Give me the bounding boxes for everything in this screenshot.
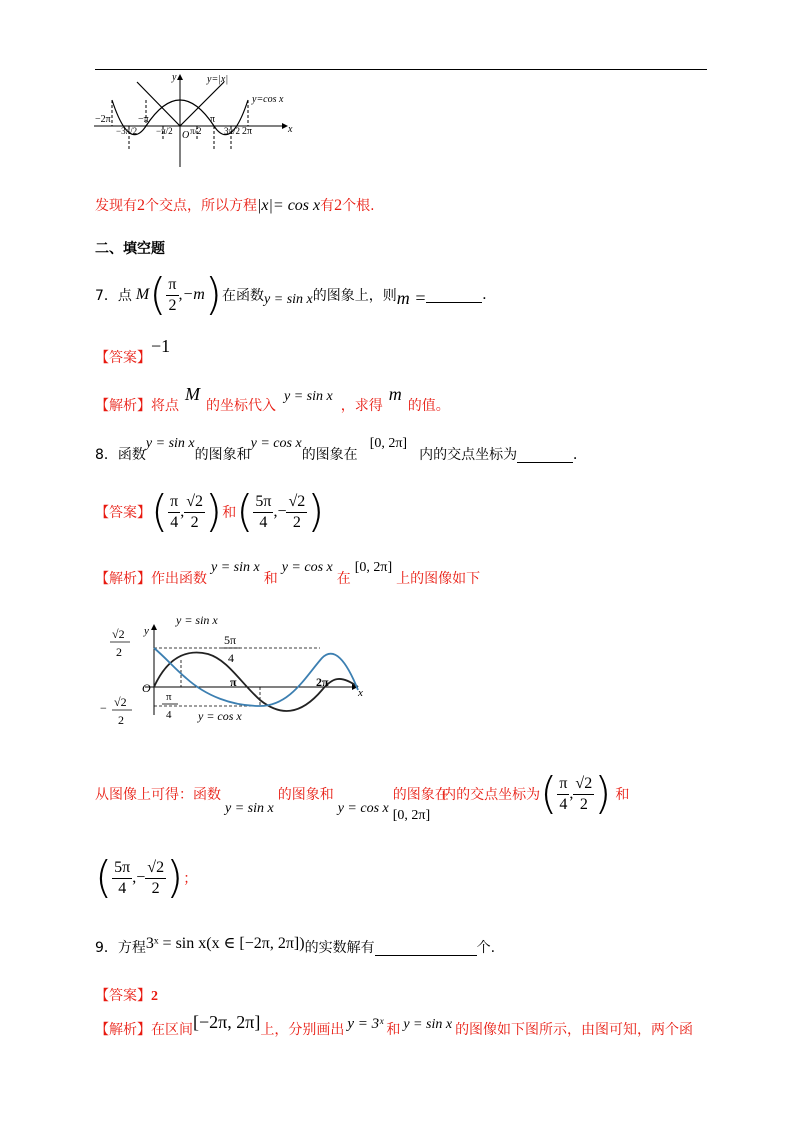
q6-text-4: 个根. <box>342 198 375 214</box>
pi4-num: π <box>166 691 172 703</box>
tick-pi2: π/2 <box>190 126 202 136</box>
abs-right-line <box>180 82 224 126</box>
q7-rparen: ) <box>204 269 223 320</box>
e8b-p1-x-num: π <box>557 774 569 795</box>
a8-label: 【答案】 <box>95 505 151 521</box>
e8b-p1-y-den: 2 <box>579 795 588 813</box>
e9-text-1: 在区间 <box>151 1022 193 1038</box>
a7-label: 【答案】 <box>95 350 151 366</box>
answer-7 <box>95 336 171 366</box>
q7-blank <box>426 302 482 303</box>
explanation-7 <box>95 384 450 414</box>
a8-p2-y-num: √2 <box>286 492 307 513</box>
e8b-point-1 <box>540 768 612 819</box>
e7-func: y = sin x <box>284 389 333 404</box>
explanation-8-conclusion <box>95 764 629 824</box>
q6-text-3: 有 <box>320 198 335 214</box>
a8-p1-y-den: 2 <box>190 513 199 531</box>
e8b-interval: [0, 2π] <box>392 808 431 823</box>
a8-p1-y-num: √2 <box>184 492 205 513</box>
e8b-end: ； <box>183 871 198 887</box>
graph2-x-label: x <box>358 687 363 699</box>
q6-text-1: 发现有 <box>95 198 137 214</box>
e8b-p2-comma: ,− <box>132 869 146 886</box>
a8-p2-lparen: ( <box>236 486 254 537</box>
e7-text-2: 的坐标代入 <box>206 398 276 414</box>
q6-text-2: 个交点，所以方程 <box>145 198 257 214</box>
a8-p2-x <box>253 492 273 533</box>
answer-9 <box>95 985 158 1005</box>
top-rule <box>95 69 707 70</box>
a8-p2-comma: ,− <box>273 503 287 520</box>
pi-tick: π <box>230 675 237 689</box>
pi4-den: 4 <box>166 709 172 721</box>
a8-p2-rparen: ) <box>307 486 325 537</box>
bot-frac-num: √2 <box>114 695 127 709</box>
e8b-p1-y <box>573 774 594 815</box>
section-title: 二、填空题 <box>95 241 165 257</box>
question-9 <box>95 933 496 956</box>
e8b-text-2: 的图象和 <box>277 787 334 803</box>
e8-text-4: 上的图像如下 <box>396 571 481 587</box>
a8-p1-x-den: 4 <box>170 513 179 531</box>
graph2-y-label: y <box>144 625 149 637</box>
a8-p2-y-den: 2 <box>292 513 301 531</box>
e8b-p2-lparen: ( <box>95 852 113 903</box>
q7-lparen: ( <box>149 269 167 320</box>
e7-point: M <box>185 384 200 404</box>
graph1-x-label: x <box>288 124 293 135</box>
e8b-p1-comma: , <box>569 785 574 802</box>
e7-text-3: ，求得 <box>340 398 383 414</box>
label-y-abs: y=|x| <box>207 74 229 85</box>
question-8 <box>95 432 578 463</box>
twopi-tick: 2π <box>316 675 329 689</box>
a8-and: 和 <box>222 505 237 521</box>
label-sin: y = sin x <box>176 613 218 627</box>
a8-p1-comma: , <box>180 503 185 520</box>
a8-p1-rparen: ) <box>205 486 223 537</box>
a8-p2-y <box>286 492 307 533</box>
e9-label: 【解析】 <box>95 1022 151 1038</box>
a8-p1-lparen: ( <box>151 486 169 537</box>
q7-text-3: 的图象上，则 <box>312 288 397 304</box>
e8b-p1-x <box>557 774 569 815</box>
a8-p1-x-num: π <box>168 492 180 513</box>
q7-frac-num: π <box>166 275 178 296</box>
e8b-text-4: 内的交点坐标为 <box>442 787 541 803</box>
q7-number: 7．点 <box>95 288 132 304</box>
tick-negpi: −π <box>138 114 149 125</box>
e8b-p1-lparen: ( <box>540 768 558 819</box>
e8-func-1: y = sin x <box>211 560 260 575</box>
question-7 <box>95 269 487 320</box>
a9-label: 【答案】 <box>95 988 151 1004</box>
e8b-p1-y-num: √2 <box>573 774 594 795</box>
explanation-8 <box>95 556 481 587</box>
e8-func-2: y = cos x <box>281 560 333 575</box>
tick-2pi: 2π <box>242 126 253 137</box>
q7-text-2: 在函数 <box>222 288 265 304</box>
e8b-text-3: 的图象在 <box>392 787 449 803</box>
a8-p2-x-num: 5π <box>253 492 273 513</box>
e9-text-2: 上，分别画出 <box>260 1022 345 1038</box>
q7-end: . <box>482 286 487 303</box>
e7-label: 【解析】 <box>95 398 151 414</box>
q7-frac-den: 2 <box>168 296 177 314</box>
a9-value: 2 <box>151 989 158 1004</box>
e8-label: 【解析】 <box>95 571 151 587</box>
graph1-y-label: y <box>172 72 177 83</box>
tick-negpi2: −π/2 <box>156 126 173 136</box>
graph-sin-cos <box>100 610 370 740</box>
q9-equation: 3ˣ = sin x(x ∈ [−2π, 2π]) <box>145 935 305 952</box>
e8b-p2-rparen: ) <box>166 852 184 903</box>
e8-text-2: 和 <box>263 571 278 587</box>
q7-point: M <box>135 286 150 303</box>
a8-p1-x <box>168 492 180 533</box>
e9-interval: [−2π, 2π] <box>193 1012 261 1032</box>
tick-neg3pi2: −3π/2 <box>116 126 138 136</box>
e8-text-3: 在 <box>336 571 351 587</box>
e8b-p1-rparen: ) <box>594 768 612 819</box>
q7-coord2: ,−m <box>178 286 205 303</box>
e8b-p2-y-num: √2 <box>145 858 166 879</box>
q8-end: . <box>573 446 578 463</box>
top-frac-num: √2 <box>112 627 125 641</box>
e8b-p2-y-den: 2 <box>151 879 160 897</box>
q8-interval: [0, 2π] <box>369 436 408 451</box>
q6-num-1: 2 <box>137 197 145 214</box>
e9-func-1: y = 3ˣ <box>347 1016 384 1032</box>
label-y-cos: y=cos x <box>252 94 284 105</box>
fivepi-den: 4 <box>228 651 234 665</box>
explanation-9 <box>95 1012 694 1038</box>
explanation-8-point-2 <box>95 852 198 903</box>
e8b-p2-x-num: 5π <box>112 858 132 879</box>
q7-var: m = <box>396 287 427 308</box>
graph-abs-cos <box>92 72 302 172</box>
tick-pi: π <box>210 114 216 125</box>
tick-3pi2: 3π/2 <box>224 126 241 136</box>
q8-text-3: 内的交点坐标为 <box>419 447 518 463</box>
e7-text-1: 将点 <box>151 398 179 414</box>
e8b-p2-y <box>145 858 166 899</box>
q6-eq-abs: |x| <box>257 197 273 214</box>
e8b-p2-x <box>112 858 132 899</box>
e9-text-4: 的图像如下图所示，由图可知，两个函 <box>455 1022 694 1038</box>
label-cos: y = cos x <box>198 709 242 723</box>
e7-var: m <box>388 384 402 404</box>
answer-8 <box>95 486 325 537</box>
e9-func-2: y = sin x <box>403 1017 453 1032</box>
e8b-p2-x-den: 4 <box>118 879 127 897</box>
q9-text-2: 个. <box>476 940 496 956</box>
a8-p2-x-den: 4 <box>259 513 268 531</box>
q8-blank <box>517 462 573 463</box>
q7-func: y = sin x <box>264 292 313 307</box>
q7-frac <box>166 275 178 316</box>
e8b-p1-x-den: 4 <box>559 795 568 813</box>
q8-text-1: 的图象和 <box>194 447 251 463</box>
a7-value: −1 <box>151 336 171 356</box>
e8-text-1: 作出函数 <box>151 571 207 587</box>
graph1-y-arrow <box>177 74 183 80</box>
top-frac-den: 2 <box>116 645 122 659</box>
graph1-origin: O <box>182 130 190 141</box>
graph2-y-arrow <box>151 624 157 630</box>
q9-blank <box>375 955 477 956</box>
q9-number: 9．方程 <box>95 940 146 956</box>
a8-p1-y <box>184 492 205 533</box>
bot-minus: − <box>100 701 107 715</box>
e8b-point-2 <box>95 852 184 903</box>
q6-num-2: 2 <box>334 197 343 214</box>
q8-number: 8．函数 <box>95 447 146 463</box>
e8b-func-1: y = sin x <box>225 801 274 816</box>
graph2-origin: O <box>142 681 151 695</box>
e8-interval: [0, 2π] <box>354 560 393 575</box>
e8b-and: 和 <box>615 787 630 803</box>
q8-text-2: 的图象在 <box>301 447 358 463</box>
e8b-func-2: y = cos x <box>337 801 389 816</box>
q6-eq-rhs: = cos x <box>272 197 321 214</box>
q8-func-1: y = sin x <box>145 436 195 451</box>
q6-conclusion <box>95 195 375 215</box>
q8-func-2: y = cos x <box>250 436 302 451</box>
bot-frac-den: 2 <box>118 713 124 727</box>
tick-neg2pi: −2π <box>95 114 111 125</box>
e7-text-4: 的值。 <box>407 398 450 414</box>
fivepi-num: 5π <box>224 633 237 647</box>
e9-text-3: 和 <box>386 1022 401 1038</box>
q9-text-1: 的实数解有 <box>304 940 375 956</box>
e8b-text-1: 从图像上可得：函数 <box>95 787 221 803</box>
